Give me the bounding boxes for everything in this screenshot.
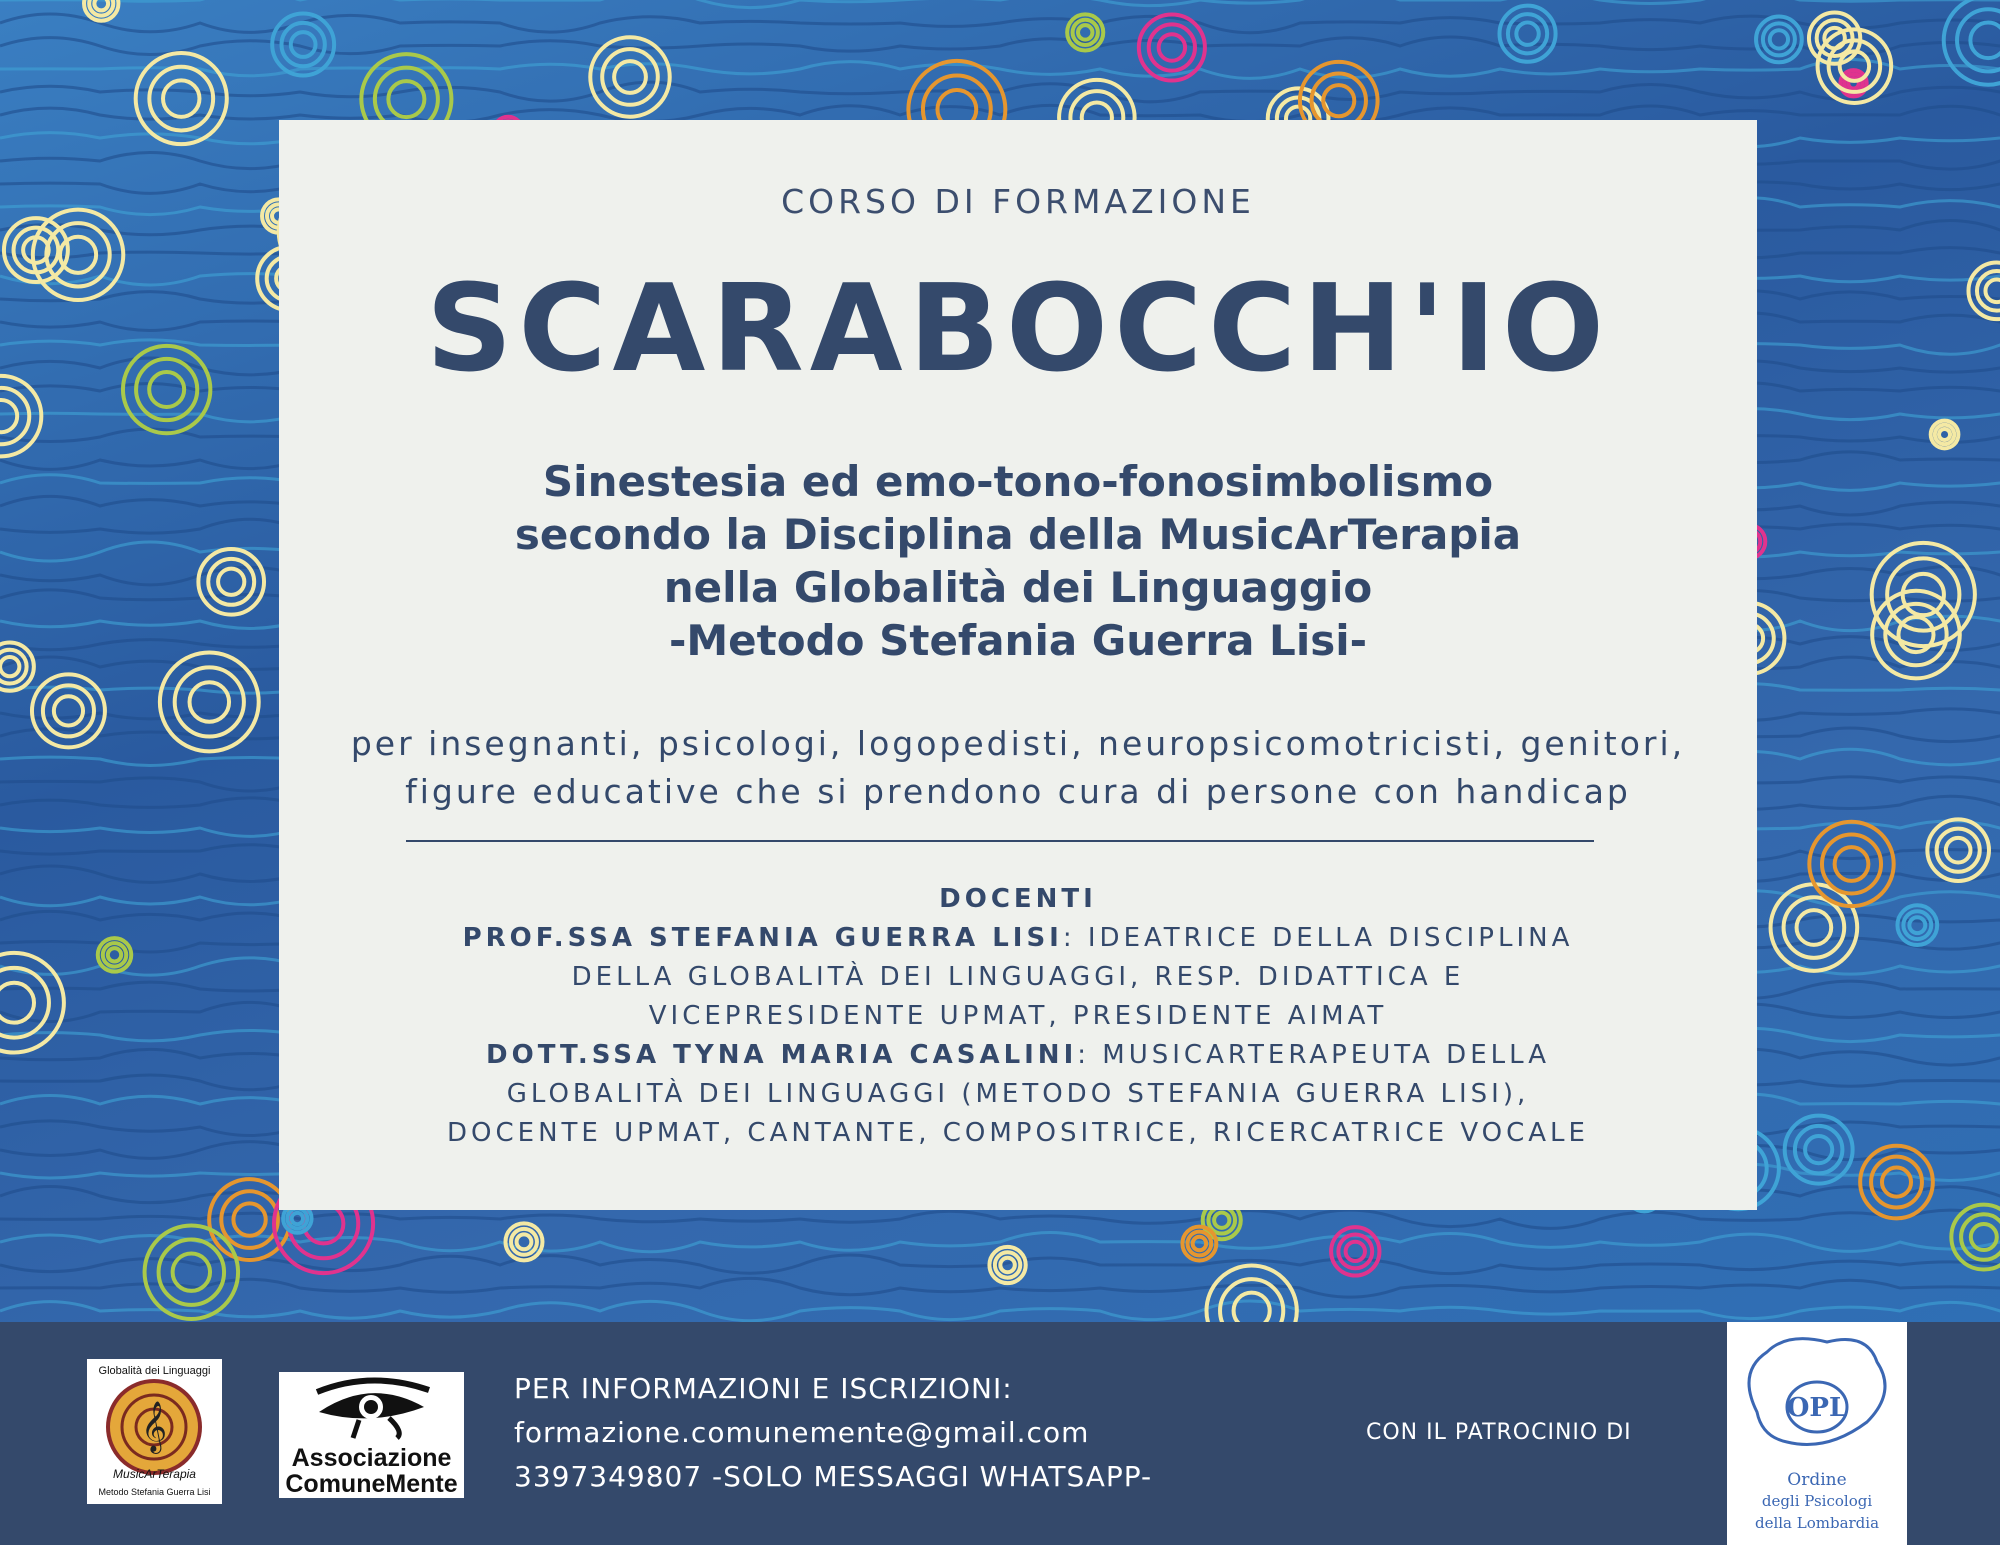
svg-text:OPL: OPL [1786,1393,1848,1423]
target-audience [279,720,1757,816]
comunemente-logo-line1: Associazione [291,1444,452,1472]
teachers-section [279,880,1757,1153]
subtitle-line: nella Globalità dei Linguaggio [663,563,1373,612]
teacher-1-desc: : IDEATRICE DELLA DISCIPLINA [1062,923,1574,953]
subtitle-method: -Metodo Stefania Guerra Lisi- [668,616,1368,665]
opl-logo-line2: degli Psicologi [1761,1492,1873,1510]
globalita-emblem-icon [87,1359,222,1504]
svg-text:𝄞: 𝄞 [140,1401,168,1452]
opl-emblem-icon [1727,1322,1907,1462]
globalita-logo-mid: MusicArTerapia [113,1467,196,1481]
teacher-2-name: DOTT.SSA TYNA MARIA CASALINI [486,1040,1078,1070]
globalita-logo [87,1359,222,1504]
footer [0,1322,2000,1545]
opl-logo-line3: della Lombardia [1754,1514,1880,1532]
globalita-logo-bottom: Metodo Stefania Guerra Lisi [98,1487,211,1497]
divider [406,840,1594,842]
info-heading: PER INFORMAZIONI E ISCRIZIONI: [514,1372,1013,1405]
teacher-1-desc: VICEPRESIDENTE UPMAT, PRESIDENTE AIMAT [648,1001,1388,1031]
teacher-1-name: PROF.SSA STEFANIA GUERRA LISI [462,923,1063,953]
teacher-2 [279,1036,1757,1075]
audience-line: per insegnanti, psicologi, logopedisti, neuropsicomotricisti, genitori, [350,724,1686,763]
course-subtitle [279,455,1757,667]
opl-logo [1727,1322,1907,1545]
teacher-1-desc: DELLA GLOBALITÀ DEI LINGUAGGI, RESP. DIDATTICA E [571,962,1465,992]
teacher-1 [279,919,1757,958]
teacher-2-desc: GLOBALITÀ DEI LINGUAGGI (METODO STEFANIA GUERRA LISI), [506,1079,1530,1109]
contact-email[interactable]: formazione.comunemente@gmail.com [514,1416,1090,1449]
contact-phone: 3397349807 -SOLO MESSAGGI WHATSAPP- [514,1460,1153,1493]
subtitle-line: Sinestesia ed emo-tono-fonosimbolismo [542,457,1494,506]
opl-logo-line1: Ordine [1787,1470,1847,1490]
subtitle-line: secondo la Disciplina della MusicArTerapia [514,510,1522,559]
teachers-heading: DOCENTI [939,884,1097,914]
course-label: CORSO DI FORMAZIONE [781,182,1255,221]
comunemente-logo [279,1372,464,1498]
audience-line: figure educative che si prendono cura di persone con handicap [405,772,1631,811]
patronage-label: CON IL PATROCINIO DI [1366,1420,1632,1445]
course-card [279,120,1757,1210]
teacher-2-desc: : MUSICARTERAPEUTA DELLA [1077,1040,1550,1070]
eye-of-horus-icon [279,1372,464,1442]
globalita-logo-top: Globalità dei Linguaggi [98,1365,211,1377]
teacher-2-desc: DOCENTE UPMAT, CANTANTE, COMPOSITRICE, RICERCATRICE VOCALE [447,1118,1589,1148]
contact-info [514,1367,1152,1499]
comunemente-logo-line2: ComuneMente [285,1470,458,1498]
course-title: SCARABOCCH'IO [425,260,1611,399]
